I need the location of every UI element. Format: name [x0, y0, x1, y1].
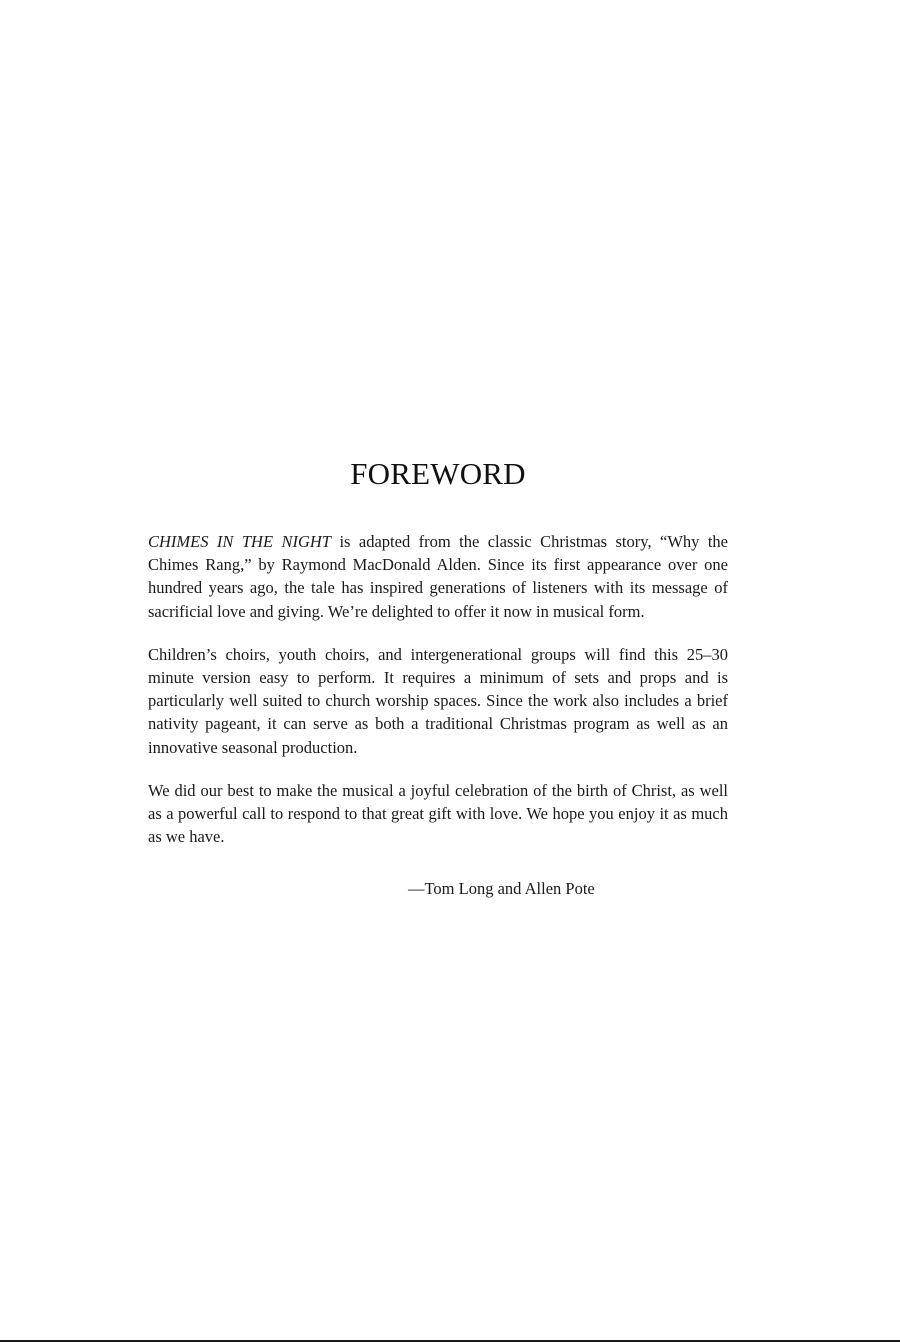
foreword-body	[148, 530, 728, 868]
paragraph-1	[148, 530, 728, 623]
paragraph-2: Children’s choirs, youth choirs, and intergenerational groups will find this 25–30 minute version easy to perform. It requires a minimum of sets and props and is particularly well suited to church worship spaces. Since the work also includes a brief nativity pageant, it can serve as both a traditional Christmas program as well as an innovative seasonal production.	[148, 644, 728, 757]
work-title: CHIMES IN THE NIGHT	[148, 532, 331, 551]
paragraph-3: We did our best to make the musical a joyful celebration of the birth of Christ, as well as a powerful call to respond to that great gift with love. We hope you enjoy it as much as we have.	[148, 780, 728, 847]
page-title: FOREWORD	[350, 456, 526, 491]
paragraph-1-text: is adapted from the classic Christmas story, “Why the Chimes Rang,” by Raymond MacDonald Alden. Since its first appearance over one hundred years ago, the tale has inspired generations of listeners with its message of sacrificial love and giving. We’re delighted to offer it now in musical form.	[148, 532, 728, 621]
author-signature: —Tom Long and Allen Pote	[408, 879, 595, 898]
